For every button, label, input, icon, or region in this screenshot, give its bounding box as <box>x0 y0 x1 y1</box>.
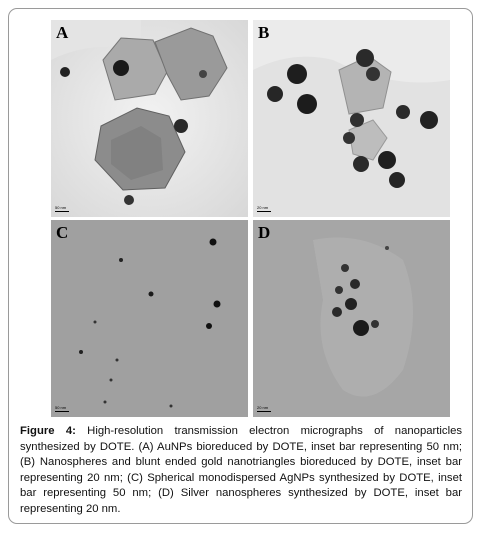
panel-c-scale-text: 50 nm <box>55 405 67 410</box>
figure-caption <box>20 424 462 518</box>
panel-a-scalebar <box>55 206 69 212</box>
panel-b-scalebar <box>257 206 271 212</box>
micrograph-panel-b <box>253 20 450 217</box>
micrograph-panel-d <box>253 220 450 417</box>
panel-a-scale-text: 50 nm <box>55 205 67 210</box>
micrograph-panel-a <box>51 20 248 217</box>
panel-b-label: B <box>258 23 270 42</box>
micrograph-a-image <box>51 20 248 217</box>
caption-text: High-resolution transmission electron micrographs of nanoparticles synthesized by DOTE. (A) AuNPs bioreduced by DOTE, inset bar representing 50 nm; (B) Nanospheres and blunt ended gold nanotriangles bioreduced by DOTE, inset bar representing 20 nm; (C) Spherical monodispersed AgNPs synthesized by DOTE, inset bar representing 50 nm; (D) Silver nanospheres synthesized by DOTE, inset bar representing 20 nm. <box>20 425 463 515</box>
panel-d-scale-text: 20 nm <box>257 405 269 410</box>
panel-c-label: C <box>56 223 69 242</box>
caption-label: Figure 4: <box>20 425 76 437</box>
panel-d-label: D <box>258 223 271 242</box>
panel-d-scalebar <box>257 406 271 412</box>
panel-c-scalebar <box>55 406 69 412</box>
micrograph-panel-c <box>51 220 248 417</box>
panel-b-scale-text: 20 nm <box>257 205 269 210</box>
micrograph-c-image <box>51 220 248 417</box>
panel-a-label: A <box>56 23 69 42</box>
micrograph-b-image <box>253 20 450 217</box>
micrograph-d-image <box>253 220 450 417</box>
